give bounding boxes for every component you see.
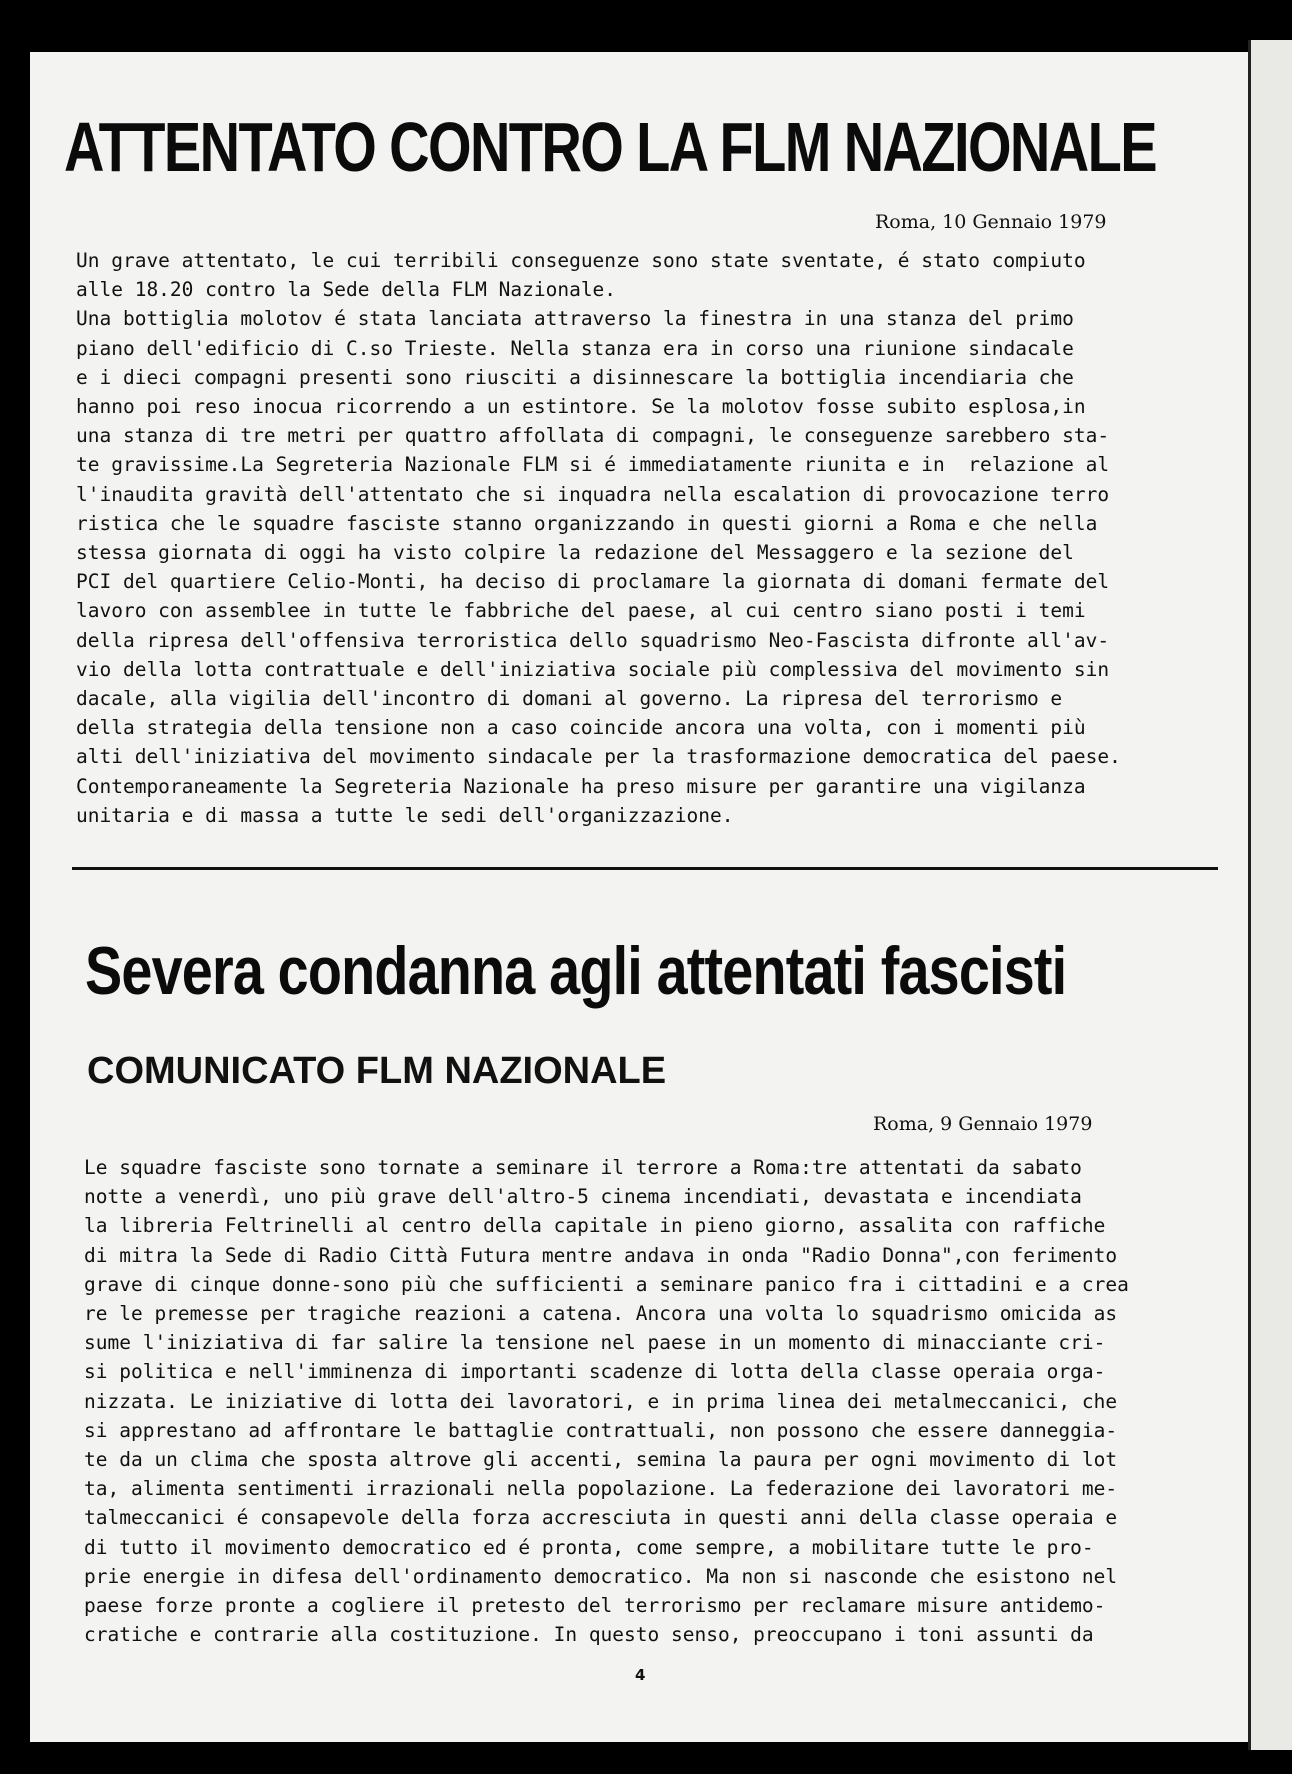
- text-line: sume l'iniziativa di far salire la tensione nel paese in un momento di minacciante cri-: [84, 1331, 1106, 1355]
- text-line: notte a venerdì, uno più grave dell'altro-5 cinema incendiati, devastata e incendiata: [84, 1185, 1082, 1209]
- text-line: piano dell'edificio di C.so Trieste. Nella stanza era in corso una riunione sindacale: [76, 336, 1074, 360]
- text-line: PCI del quartiere Celio-Monti, ha deciso di proclamare la giornata di domani fermate del: [76, 570, 1110, 594]
- text-line: ristica che le squadre fasciste stanno organizzando in questi giorni a Roma e che nella: [76, 511, 1098, 535]
- text-line: la libreria Feltrinelli al centro della capitale in pieno giorno, assalita con raffiche: [84, 1214, 1106, 1238]
- text-line: paese forze pronte a cogliere il pretesto del terrorismo per reclamare misure antidemo-: [84, 1594, 1106, 1618]
- text-line: prie energie in difesa dell'ordinamento democratico. Ma non si nasconde che esistono nel: [84, 1564, 1118, 1588]
- document-page: [30, 52, 1250, 1742]
- text-line: nizzata. Le iniziative di lotta dei lavoratori, e in prima linea dei metalmeccanici, che: [84, 1389, 1118, 1413]
- text-line: te gravissime.La Segreteria Nazionale FLM si é immediatamente riunita e in relazione al: [76, 453, 1110, 477]
- text-line: alle 18.20 contro la Sede della FLM Nazionale.: [76, 278, 617, 302]
- text-line: vio della lotta contrattuale e dell'iniziativa sociale più complessiva del movimento sin: [76, 657, 1110, 681]
- text-line: cratiche e contrarie alla costituzione. In questo senso, preoccupano i toni assunti da: [84, 1623, 1094, 1647]
- text-line: ta, alimenta sentimenti irrazionali nella popolazione. La federazione dei lavoratori me-: [84, 1477, 1118, 1501]
- text-line: una stanza di tre metri per quattro affollata di compagni, le conseguenze sarebbero sta-: [76, 424, 1110, 448]
- text-line: e i dieci compagni presenti sono riusciti a disinnescare la bottiglia incendiaria che: [76, 365, 1074, 389]
- text-line: te da un clima che sposta altrove gli accenti, semina la paura per ogni movimento di lot: [84, 1448, 1118, 1472]
- text-line: di tutto il movimento democratico ed é pronta, come sempre, a mobilitare tutte le pro-: [84, 1535, 1094, 1559]
- text-line: hanno poi reso inocua ricorrendo a un estintore. Se la molotov fosse subito esplosa,in: [76, 395, 1086, 419]
- text-line: di mitra la Sede di Radio Città Futura mentre andava in onda "Radio Donna",con ferimento: [84, 1243, 1118, 1267]
- text-line: Una bottiglia molotov é stata lanciata attraverso la finestra in una stanza del primo: [76, 307, 1074, 331]
- text-line: si politica e nell'imminenza di importanti scadenze di lotta della classe operaia orga-: [84, 1360, 1106, 1384]
- page-number: 4: [635, 1666, 646, 1684]
- dateline-article-2: Roma, 9 Gennaio 1979: [873, 1113, 1093, 1135]
- text-line: Le squadre fasciste sono tornate a seminare il terrore a Roma:tre attentati da sabato: [84, 1156, 1082, 1179]
- text-line: della strategia della tensione non a caso coincide ancora una volta, con i momenti più: [76, 716, 1086, 740]
- subheadline-comunicato: COMUNICATO FLM NAZIONALE: [87, 1050, 667, 1092]
- text-line: della ripresa dell'offensiva terroristica dello squadrismo Neo-Fascista difronte all'av-: [76, 628, 1110, 652]
- headline-attentato: ATTENTATO CONTRO LA FLM NAZIONALE: [64, 108, 1156, 186]
- text-line: si apprestano ad affrontare le battaglie contrattuali, non possono che essere danneggia-: [84, 1418, 1118, 1442]
- text-line: Contemporaneamente la Segreteria Nazionale ha preso misure per garantire una vigilanza: [76, 774, 1086, 798]
- text-line: alti dell'iniziativa del movimento sindacale per la trasformazione democratica del paese.: [76, 745, 1121, 769]
- text-line: l'inaudita gravità dell'attentato che si inquadra nella escalation di provocazione terro: [76, 482, 1110, 506]
- text-line: dacale, alla vigilia dell'incontro di domani al governo. La ripresa del terrorismo e: [76, 687, 1063, 711]
- text-line: talmeccanici é consapevole della forza accresciuta in questi anni della classe operaia e: [84, 1506, 1118, 1530]
- text-line: lavoro con assemblee in tutte le fabbriche del paese, al cui centro siano posti i temi: [76, 599, 1086, 623]
- dateline-article-1: Roma, 10 Gennaio 1979: [875, 211, 1107, 233]
- section-divider: [72, 867, 1218, 870]
- headline-severa-condanna: Severa condanna agli attentati fascisti: [85, 933, 1067, 1009]
- text-line: Un grave attentato, le cui terribili conseguenze sono state sventate, é stato compiuto: [76, 249, 1086, 272]
- article-1-body: [76, 246, 1121, 830]
- article-2-body: [84, 1153, 1129, 1649]
- adjacent-page-edge: [1248, 40, 1292, 1750]
- text-line: re le premesse per tragiche reazioni a catena. Ancora una volta lo squadrismo omicida as: [84, 1302, 1118, 1326]
- text-line: grave di cinque donne-sono più che sufficienti a seminare panico fra i cittadini e a crea: [84, 1272, 1129, 1296]
- text-line: unitaria e di massa a tutte le sedi dell'organizzazione.: [76, 803, 734, 827]
- text-line: stessa giornata di oggi ha visto colpire la redazione del Messaggero e la sezione del: [76, 541, 1074, 565]
